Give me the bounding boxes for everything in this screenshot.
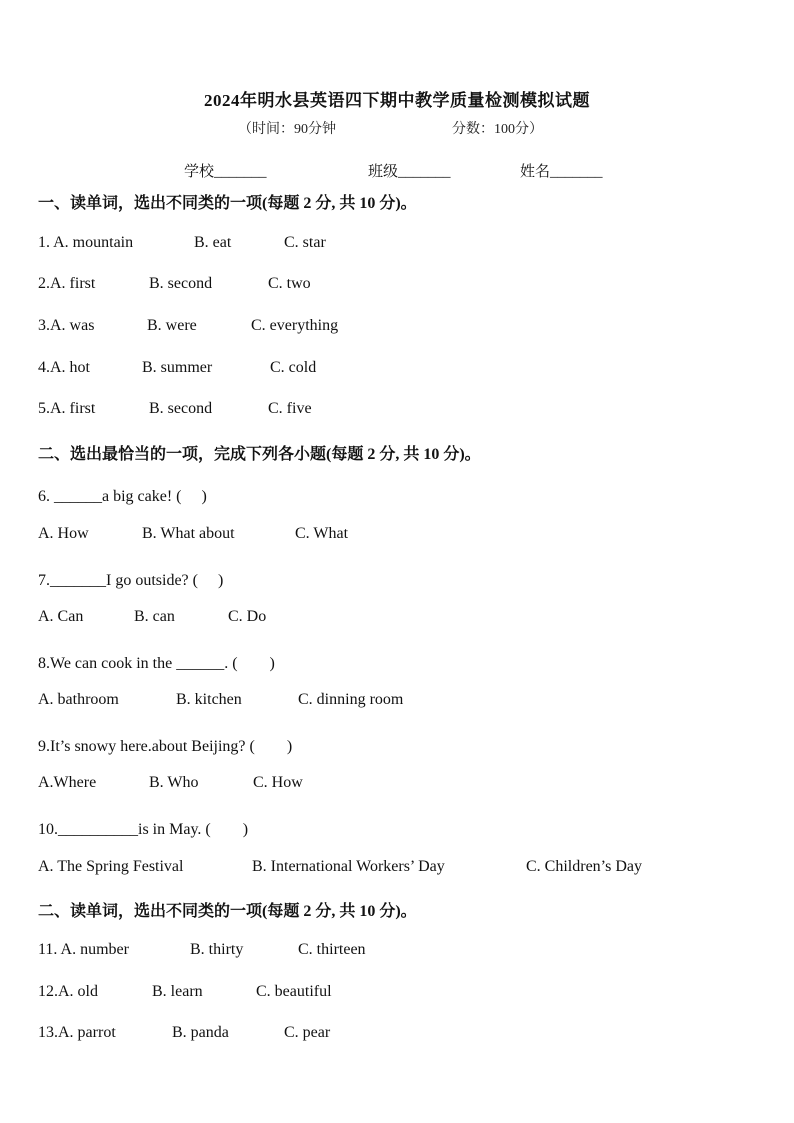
school-field: 学校_______ xyxy=(184,164,267,180)
question-8-options xyxy=(38,691,403,709)
question-stem: 8.We can cook in the ______. ( ) xyxy=(38,655,275,672)
question-3 xyxy=(38,317,338,335)
question-stem: 9.It’s snowy here.about Beijing? ( ) xyxy=(38,738,293,755)
option-c: C. How xyxy=(253,774,303,791)
option-c: C. Children’s Day xyxy=(526,858,642,875)
section-heading: 二、读单词，选出不同类的一项(每题 2 分, 共 10 分)。 xyxy=(38,903,417,920)
option-b: B. International Workers’ Day xyxy=(252,858,445,875)
question-11 xyxy=(38,941,366,959)
option-b: B. thirty xyxy=(190,941,244,958)
option-b: B. eat xyxy=(194,234,232,251)
question-stem: 6. ______a big cake! ( ) xyxy=(38,488,207,505)
page-title: 2024年明水县英语四下期中教学质量检测模拟试题 xyxy=(204,91,590,110)
question-2 xyxy=(38,275,311,293)
option-a: 5.A. first xyxy=(38,400,96,417)
option-c: C. cold xyxy=(270,359,317,376)
option-c: C. thirteen xyxy=(298,941,366,958)
option-a: 2.A. first xyxy=(38,275,96,292)
option-a: 3.A. was xyxy=(38,317,95,334)
name-field: 姓名_______ xyxy=(520,164,603,180)
score-info: 分数：100分） xyxy=(452,122,543,137)
class-field: 班级_______ xyxy=(368,164,451,180)
section-heading: 二、选出最恰当的一项，完成下列各小题(每题 2 分, 共 10 分)。 xyxy=(38,446,481,463)
option-c: C. five xyxy=(268,400,312,417)
option-b: B. can xyxy=(134,608,175,625)
option-c: C. dinning room xyxy=(298,691,404,708)
option-a: A. How xyxy=(38,525,89,542)
option-b: B. were xyxy=(147,317,197,334)
option-c: C. What xyxy=(295,525,349,542)
option-c: C. two xyxy=(268,275,311,292)
option-a: A.Where xyxy=(38,774,97,791)
question-13 xyxy=(38,1024,330,1042)
option-a: 11. A. number xyxy=(38,941,129,958)
time-info: （时间：90分钟 xyxy=(238,122,336,137)
option-b: B. learn xyxy=(152,983,203,1000)
option-c: C. everything xyxy=(251,317,339,334)
option-b: B. panda xyxy=(172,1024,229,1041)
option-a: 13.A. parrot xyxy=(38,1024,116,1041)
option-a: 12.A. old xyxy=(38,983,98,1000)
option-a: 4.A. hot xyxy=(38,359,90,376)
option-b: B. summer xyxy=(142,359,213,376)
option-b: B. second xyxy=(149,275,213,292)
question-stem: 10.__________is in May. ( ) xyxy=(38,821,249,838)
option-a: A. bathroom xyxy=(38,691,119,708)
question-6-options xyxy=(38,525,348,543)
option-b: B. kitchen xyxy=(176,691,242,708)
question-7-options xyxy=(38,608,266,626)
question-4 xyxy=(38,359,316,377)
option-c: C. beautiful xyxy=(256,983,332,1000)
option-b: B. Who xyxy=(149,774,199,791)
option-a: A. The Spring Festival xyxy=(38,858,184,875)
question-5 xyxy=(38,400,312,418)
option-a: A. Can xyxy=(38,608,84,625)
option-a: 1. A. mountain xyxy=(38,234,134,251)
option-c: C. Do xyxy=(228,608,267,625)
option-b: B. second xyxy=(149,400,213,417)
question-12 xyxy=(38,983,332,1001)
option-c: C. pear xyxy=(284,1024,331,1041)
option-b: B. What about xyxy=(142,525,235,542)
question-9-options xyxy=(38,774,303,792)
option-c: C. star xyxy=(284,234,326,251)
question-10-options xyxy=(38,858,642,876)
section-heading: 一、读单词，选出不同类的一项(每题 2 分, 共 10 分)。 xyxy=(38,195,417,212)
question-stem: 7._______I go outside? ( ) xyxy=(38,572,224,589)
question-1 xyxy=(38,234,326,252)
